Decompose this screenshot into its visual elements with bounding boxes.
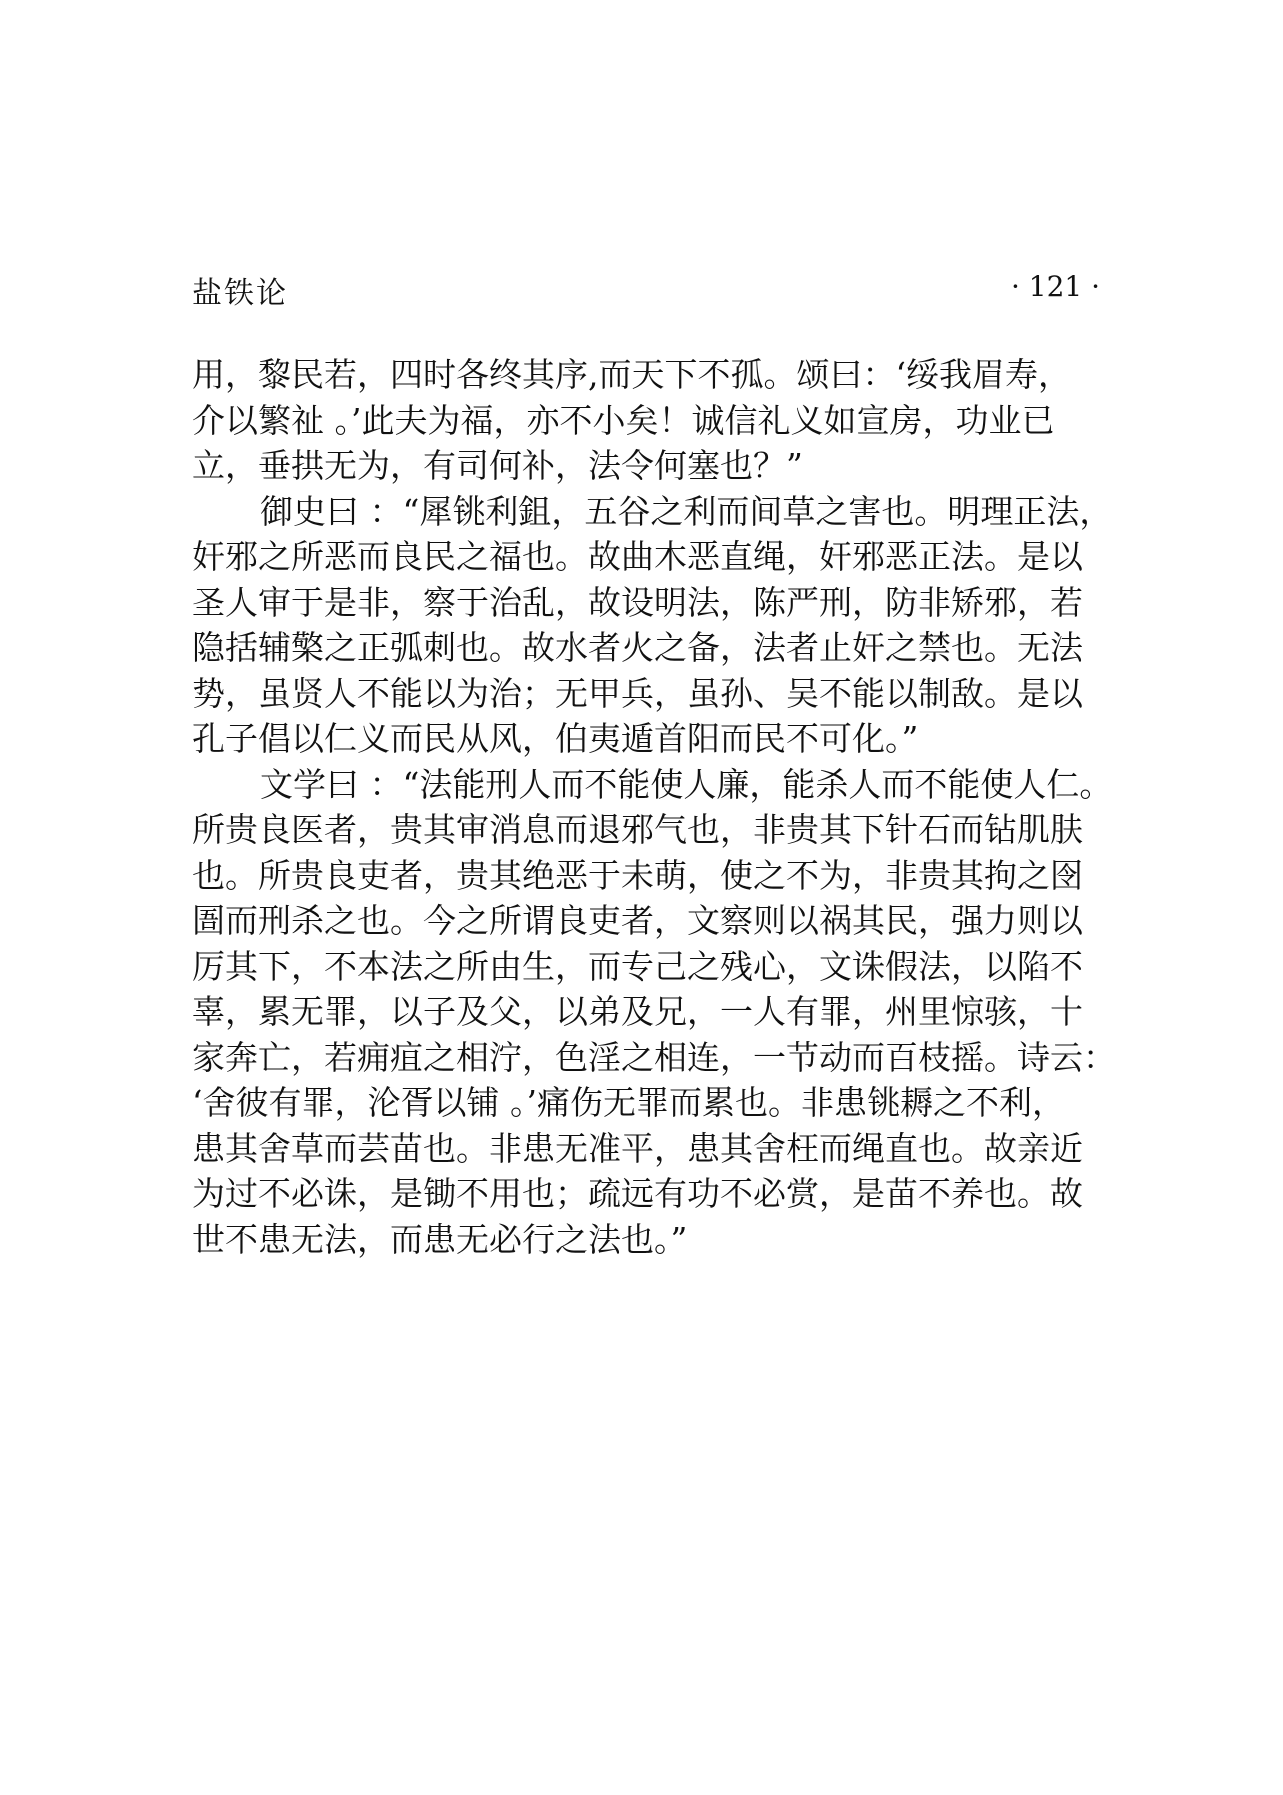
text-line: 隐括辅檠之正弧刺也。故水者火之备，法者止奸之禁也。无法 [192,628,1083,667]
running-title: 盐铁论 [192,276,288,311]
text-line: 也。所贵良吏者，贵其绝恶于未萌，使之不为，非贵其拘之囹 [192,855,1083,895]
text-line: 势，虽贤人不能以为治；无甲兵，虽孙、吴不能以制敌。是以 [192,673,1083,713]
text-line: 辜，累无罪，以子及父，以弟及兄，一人有罪，州里惊骇，十 [192,992,1083,1031]
paragraph-start-line: 御史曰 ：“犀铫利鉏，五谷之利而间草之害也。明理正法， [260,491,1113,531]
text-line: 用，黎民若，四时各终其序,而天下不孤。颂曰：‘绥我眉寿， [192,355,1071,394]
text-line: 孔子倡以仁义而民从风，伯夷遁首阳而民不可化。” [192,719,919,758]
text-line: 介以繁祉 。’此夫为福，亦不小矣！诚信礼义如宣房，功业已 [192,400,1055,440]
text-line: 世不患无法，而患无必行之法也。” [192,1219,688,1259]
text-line: ‘舍彼有罪，沦胥以铺 。’痛伤无罪而累也。非患铫耨之不利， [192,1083,1065,1122]
text-line: 奸邪之所恶而良民之福也。故曲木恶直绳，奸邪恶正法。是以 [192,537,1083,576]
text-line: 家奔亡，若痈疽之相泞，色淫之相连，一节动而百枝摇。诗云： [192,1037,1116,1077]
text-line: 患其舍草而芸苗也。非患无准平，患其舍枉而绳直也。故亲近 [192,1128,1083,1168]
text-line: 所贵良医者，贵其审消息而退邪气也，非贵其下针石而钻肌肤 [192,810,1083,849]
body-text [192,352,1116,1262]
page-header [192,268,1100,312]
page-number: · 121 · [1010,270,1100,303]
paragraph-start-line: 文学曰 ：“法能刑人而不能使人廉，能杀人而不能使人仁。 [260,764,1113,804]
text-line: 立，垂拱无为，有司何补，法令何塞也？” [192,446,803,485]
text-line: 圄而刑杀之也。今之所谓良吏者，文察则以祸其民，强力则以 [192,901,1083,940]
text-line: 圣人审于是非，察于治乱，故设明法，陈严刑，防非矫邪，若 [192,582,1083,622]
text-line: 为过不必诛，是锄不用也；疏远有功不必赏，是苗不养也。故 [192,1174,1083,1213]
text-line: 厉其下，不本法之所由生，而专己之残心，文诛假法，以陷不 [192,946,1083,986]
